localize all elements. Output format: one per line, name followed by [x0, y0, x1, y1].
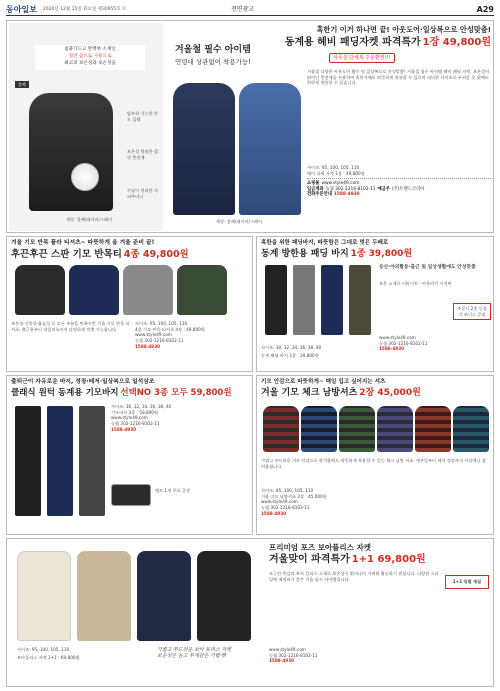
- store-link[interactable]: www.style49.com: [379, 335, 416, 340]
- ad-padding-pants: [256, 236, 494, 372]
- sizes: 사이즈: 30, 32, 34, 36, 38, 40: [261, 345, 322, 350]
- order-info: www.style49.com 농협 302-1216-8102-11 1588-4930: [269, 647, 489, 664]
- headline: 기모 안감으로 따뜻하게~ 매일 입고 싶어지는 셔츠: [261, 379, 386, 385]
- fur-detail-image: [71, 163, 99, 191]
- pants-khaki: [349, 265, 371, 335]
- headline: 출퇴근이 자유로운 바지, 정장·레저·일상복으로 일석삼조: [11, 379, 155, 385]
- shirt-navy: [69, 265, 119, 315]
- fleece-ivory: [17, 551, 71, 641]
- ad-fleece-jacket: [6, 538, 494, 687]
- pants-charcoal: [79, 406, 105, 516]
- divider: [307, 178, 491, 179]
- side-callout: 보온 소재로 이라이트 · 아웃라인 사전판: [379, 281, 452, 286]
- sizes: 사이즈: 95, 100, 105, 110: [17, 647, 70, 652]
- store-link[interactable]: www.style49.com: [269, 647, 306, 652]
- side-title: 등산·야외활동·출근 및 일상생활에도 안성맞춤: [379, 265, 476, 270]
- price: 1장 49,800원: [422, 37, 491, 48]
- fleece-navy: [137, 551, 191, 641]
- slogan: 겨울철 필수 아이템 연령대 상관없이 착용가능!: [175, 45, 251, 67]
- color-caption: 색상: 블랙/네이비/그레이: [65, 217, 113, 222]
- callout-3: 수납이 편리한 지퍼주머니: [127, 188, 158, 199]
- order-info: 사이즈: 95, 100, 105, 110 에어 파워 자켓 1장 : 49,800원 쇼핑몰 www.style49.com 입금계좌 농협 302-1216-8102-11 예금주 (주)트렌드코리아 전화주문안내 1588-4930: [307, 165, 491, 197]
- headline: 프리미엄 포즈 보아플리스 자켓: [269, 543, 372, 552]
- title-row: [265, 37, 491, 49]
- pants-navy: [321, 265, 343, 335]
- belt-gift: [111, 484, 151, 506]
- shirt-check-3: [339, 406, 375, 452]
- callout-1: 탈부착 가능한 후드 일체: [127, 111, 158, 122]
- ad-check-shirt: [256, 375, 494, 535]
- pants-black: [15, 406, 41, 516]
- shirt-check-5: [415, 406, 451, 452]
- callout-2: 보온성 탁월한 절연 충전재: [127, 149, 158, 160]
- newspaper-logo: 동아일보: [6, 4, 37, 14]
- order-info: 사이즈: 95, 100, 105, 110 겨울 기모 남방셔츠 2장 : 45,000원 www.style49.com 농협 302-1216-8102-11 1588-4930: [261, 488, 491, 516]
- shirt-check-1: [263, 406, 299, 452]
- title-row: 겨울맞이 파격특가 1+1 69,800원: [269, 554, 426, 565]
- special: 보아플리스 자켓 1+1 : 69,800원: [17, 655, 80, 660]
- jacket-color-caption: 색상: 블랙/네이비/그레이: [215, 219, 263, 224]
- gift-label: 벨트 1개 무료 증정: [155, 488, 190, 493]
- navy-jacket-image: [173, 83, 235, 215]
- pants-gray: [293, 265, 315, 335]
- jacket-photo-left: [9, 23, 163, 231]
- sale-badge: 주문시 2종 동절기 보너스 증정: [453, 303, 491, 320]
- special: 동계 패딩 바지 1종 : 39,800원: [261, 353, 319, 358]
- headline: 혹한기 이거 하나면 끝! 아웃도어·일상복으로 안성맞춤!: [316, 25, 491, 34]
- shirt-gray: [123, 265, 173, 315]
- order-badge: 사무실·단체복 주문환영!!!: [329, 53, 395, 63]
- handwritten-note: 가볍고 부드러운 보아 플리스 자켓 보온성은 높고 무게감은 가볍게!: [157, 647, 231, 660]
- title-row: 후끈후끈 스판 기모 반목티 4종 49,800원: [11, 249, 189, 260]
- shirt-green: [177, 265, 227, 315]
- side-copy: 침풀가드고 완벽한 소재인 절연 솜으로 사용으로 최고의 보온성과 보온성을: [35, 45, 145, 70]
- pants-black: [265, 265, 287, 335]
- sale-badge: 1+1 특별 세일: [445, 575, 489, 589]
- body-text: 보온성·신축성·흡습성 등 모든 부분을 만족시킨 겨울 기모 반목 티셔츠. 출근용부터 데일리룩까지 다양하게 연출 가능합니다.: [11, 321, 130, 332]
- body-text: 겨울철 다양한 아웃도어 활동 및 일상복으로 안성맞춤! 겨울철 필수 아이템 헤비 패딩 자켓. 보온성이 뛰어난 충전재를 사용하여 혹한기에도 따뜻하게 착용할 수 있으며 넉넉한 사이즈로 두꺼운 옷 위에도 편하게 착용할 수 있습니다.: [307, 69, 490, 86]
- headline: 혹한을 위한 패딩바지, 따뜻함은 그대로 멋은 두배로: [261, 240, 389, 246]
- masthead: [6, 4, 494, 16]
- black-jacket-image: [29, 93, 113, 211]
- shirt-check-2: [301, 406, 337, 452]
- title-row: 동계 방한용 패딩 바지 1종 39,800원: [261, 249, 413, 259]
- title: 동계용 헤비 패딩자켓 파격특가: [284, 37, 421, 48]
- title-row: 겨울 기모 체크 남방셔츠 2장 45,000원: [261, 388, 421, 398]
- issue-date: 2020년 12월 15일 화요일 제30955호 ⓓ: [42, 6, 127, 12]
- body-text: 포근한 촉감의 보아 플리스 소재로 보온성이 뛰어나며 가벼워 활동하기 편합니다. 다양한 스타일에 매치하기 좋은 겨울 필수 아이템입니다.: [269, 571, 439, 582]
- body-text: 가볍고 부드러운 기모 안감으로 한겨울에도 따뜻하게 착용할 수 있는 체크 남방 셔츠. 캐주얼부터 세미 정장까지 어디에나 잘 어울립니다.: [261, 458, 486, 469]
- shirt-black: [15, 265, 65, 315]
- shirt-check-4: [377, 406, 413, 452]
- order-info: www.style49.com 농협 302-1216-8102-11 1588-4930: [379, 335, 491, 352]
- ad-turtleneck: [6, 236, 253, 372]
- title-row: 클래식 원턱 동계용 기모바지 선택NO 3종 모두 59,800원: [11, 388, 232, 398]
- blue-jacket-image: [239, 83, 301, 215]
- ad-padding-jacket: [6, 20, 494, 233]
- order-info: 사이즈: 30, 32, 34, 36, 38, 40 기모바지 3종 : 59,800원 www.style49.com 농협 302-1216-8102-11 1588-4930: [111, 404, 249, 432]
- fleece-beige: [77, 551, 131, 641]
- fleece-black: [197, 551, 251, 641]
- page-number: A29: [476, 4, 494, 14]
- ad-classic-pants: [6, 375, 253, 535]
- store-link[interactable]: www.style49.com: [321, 181, 360, 187]
- store-link[interactable]: www.style49.com: [111, 415, 148, 421]
- headline: 겨울 기모 반목 플라 티셔츠~ 따뜻하게 올 겨울 준비 끝!: [11, 240, 155, 246]
- section-label: 전면광고: [231, 6, 255, 13]
- shirt-check-6: [453, 406, 489, 452]
- pants-navy: [47, 406, 73, 516]
- store-link[interactable]: www.style49.com: [261, 499, 298, 505]
- color-tag: 블랙: [15, 81, 29, 88]
- order-info: 사이즈: 95, 100, 105, 110 4종 기모 반목 티셔츠 4장 : 49,800원 www.style49.com 농협 302-1216-8102-11 1588-4930: [135, 321, 251, 349]
- store-link[interactable]: www.style49.com: [135, 332, 172, 338]
